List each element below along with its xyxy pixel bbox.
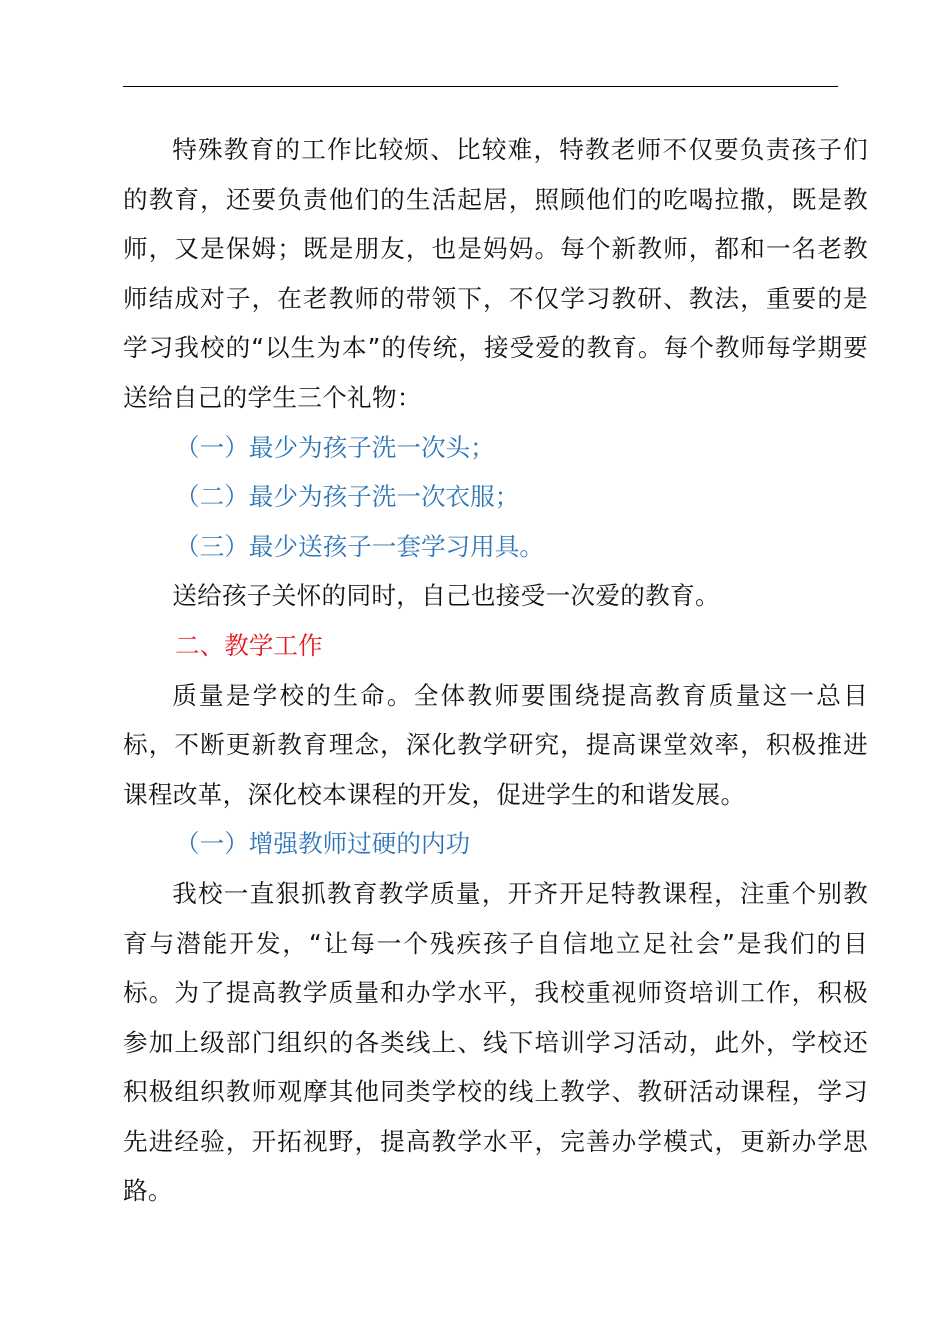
paragraph-quality: 质量是学校的生命。全体教师要围绕提高教育质量这一总目标，不断更新教育理念，深化教学研究，提高课堂效率，积极推进课程改革，深化校本课程的开发，促进学生的和谐发展。 <box>123 680 868 809</box>
paragraph-special-education: 特殊教育的工作比较烦、比较难，特教老师不仅要负责孩子们的教育，还要负责他们的生活起居，照顾他们的吃喝拉撒，既是教师，又是保姆；既是朋友，也是妈妈。每个新教师，都和一名老教师结成对子，在老教师的带领下，不仅学习教研、教法，重要的是学习我校的“以生为本”的传统，接受爱的教育。每个教师每学期要送给自己的学生三个礼物： <box>123 135 868 412</box>
paragraph-teacher-training: 我校一直狠抓教育教学质量，开齐开足特教课程，注重个别教育与潜能开发，“让每一个残疾孩子自信地立足社会”是我们的目标。为了提高教学质量和办学水平，我校重视师资培训工作，积极参加上级部门组织的各类线上、线下培训学习活动，此外，学校还积极组织教师观摩其他同类学校的线上教学、教研活动课程，学习先进经验，开拓视野，提高教学水平，完善办学模式，更新办学思路。 <box>123 878 868 1206</box>
paragraph-love-education: 送给孩子关怀的同时，自己也接受一次爱的教育。 <box>172 581 720 611</box>
gift-item-3: （三）最少送孩子一套学习用具。 <box>175 531 544 561</box>
gift-item-2: （二）最少为孩子洗一次衣服； <box>175 482 520 512</box>
gift-item-1: （一）最少为孩子洗一次头； <box>175 432 495 462</box>
header-rule <box>123 86 838 87</box>
document-body <box>123 125 868 1216</box>
subsection-heading-teacher-skills: （一）增强教师过硬的内功 <box>175 829 471 859</box>
section-heading-teaching: 二、教学工作 <box>175 630 323 660</box>
